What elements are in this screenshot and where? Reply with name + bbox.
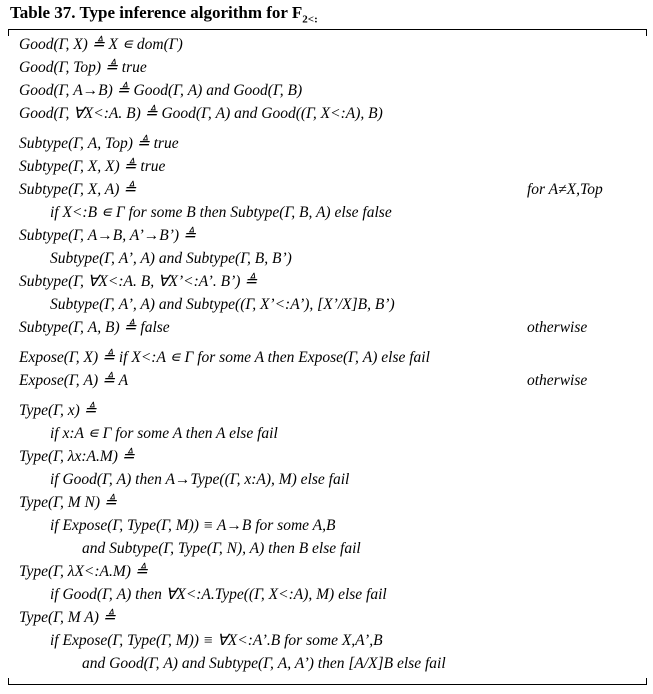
caption-subscript: 2<: (302, 13, 318, 26)
rule-line: Good(Γ, ∀X<:A. B) ≜ Good(Γ, A) and Good((Γ, X<:A), B) (19, 105, 383, 122)
rule-line: if Expose(Γ, Type(Γ, M)) ≡ ∀X<:A’.B for some X,A’,B (50, 632, 383, 649)
table-frame-bottom (8, 678, 647, 685)
rule-line: Subtype(Γ, A, Top) ≜ true (19, 135, 179, 152)
rule-line: if Good(Γ, A) then A→Type((Γ, x:A), M) else fail (50, 471, 350, 488)
rule-line: if Good(Γ, A) then ∀X<:A.Type((Γ, X<:A), M) else fail (50, 586, 387, 603)
side-condition: otherwise (527, 319, 588, 336)
rule-line: Subtype(Γ, A’, A) and Subtype((Γ, X’<:A’), [X’/X]B, B’) (50, 296, 395, 313)
rule-line: Subtype(Γ, A, B) ≜ false (19, 319, 170, 336)
rule-line: and Subtype(Γ, Type(Γ, N), A) then B else fail (82, 540, 361, 557)
rule-line: Type(Γ, x) ≜ (19, 402, 97, 419)
rule-line: and Good(Γ, A) and Subtype(Γ, A, A’) then [A/X]B else fail (82, 655, 446, 672)
rule-line: Expose(Γ, A) ≜ A (19, 372, 129, 389)
rule-line: Good(Γ, A→B) ≜ Good(Γ, A) and Good(Γ, B) (19, 82, 303, 99)
rule-line: Type(Γ, M A) ≜ (19, 609, 116, 626)
rule-line: if X<:B ∊ Γ for some B then Subtype(Γ, B, A) else false (50, 204, 392, 221)
rule-line: Subtype(Γ, X, X) ≜ true (19, 158, 166, 175)
rule-line: Subtype(Γ, ∀X<:A. B, ∀X’<:A’. B’) ≜ (19, 273, 258, 290)
rule-line: Expose(Γ, X) ≜ if X<:A ∊ Γ for some A then Expose(Γ, A) else fail (19, 349, 430, 366)
rule-line: Subtype(Γ, X, A) ≜ (19, 181, 137, 198)
rule-line: Good(Γ, X) ≜ X ∊ dom(Γ) (19, 36, 183, 53)
rule-line: Type(Γ, λx:A.M) ≜ (19, 448, 135, 465)
rule-line: Type(Γ, λX<:A.M) ≜ (19, 563, 148, 580)
rule-line: if Expose(Γ, Type(Γ, M)) ≡ A→B for some A,B (50, 517, 336, 534)
rule-line: Good(Γ, Top) ≜ true (19, 59, 147, 76)
table-caption (10, 3, 318, 25)
caption-text: Table 37. Type inference algorithm for F (10, 3, 303, 22)
rule-line: Subtype(Γ, A→B, A’→B’) ≜ (19, 227, 196, 244)
rule-line: Type(Γ, M N) ≜ (19, 494, 117, 511)
rule-line: if x:A ∊ Γ for some A then A else fail (50, 425, 278, 442)
side-condition: for A≠X,Top (527, 181, 603, 198)
side-condition: otherwise (527, 372, 588, 389)
rule-line: Subtype(Γ, A’, A) and Subtype(Γ, B, B’) (50, 250, 292, 267)
